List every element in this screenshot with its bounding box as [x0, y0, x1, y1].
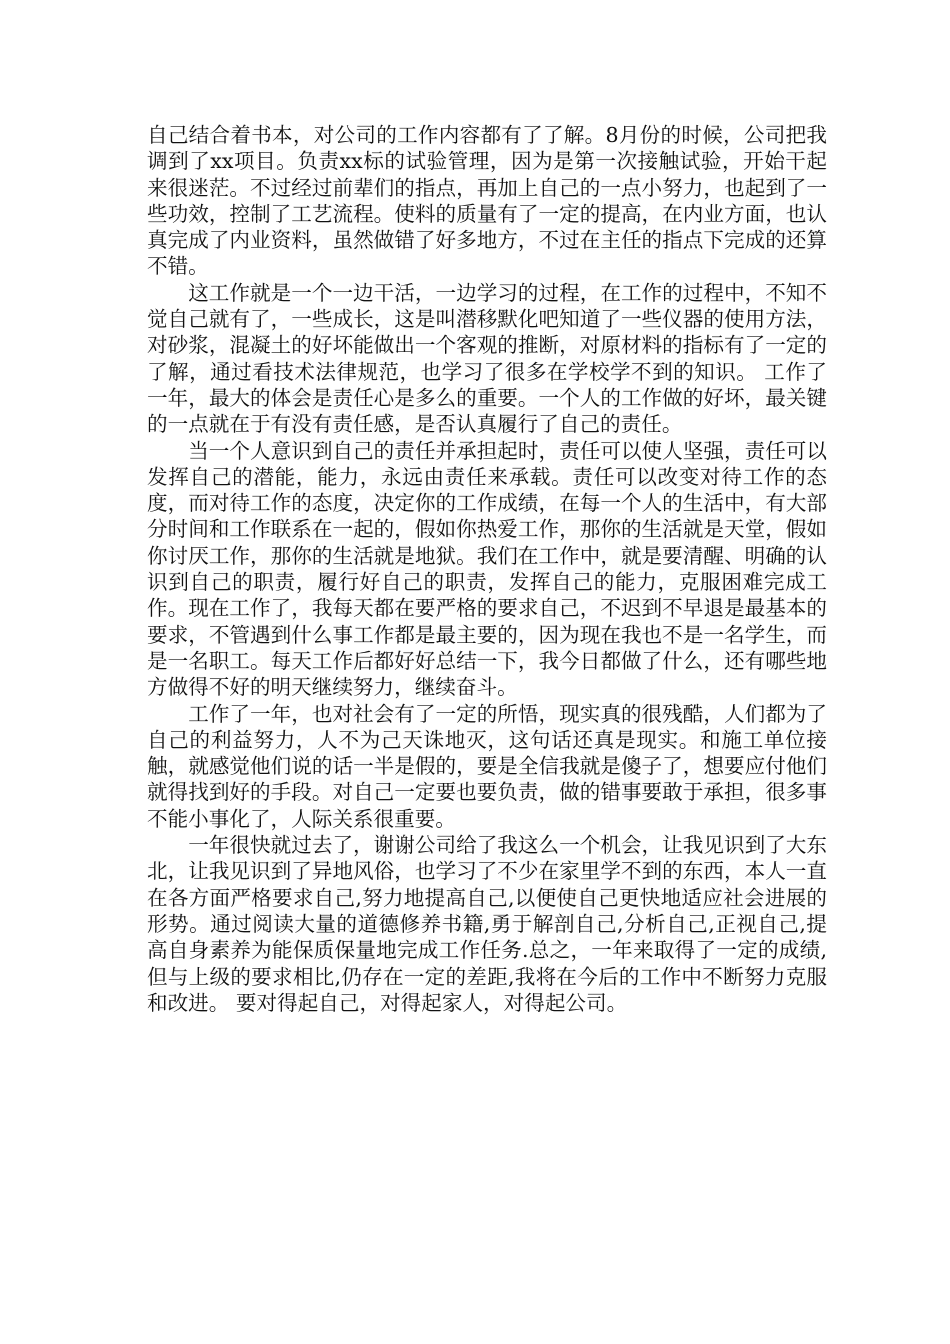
document-body — [147, 122, 827, 1016]
paragraph-2: 这工作就是一个一边干活，一边学习的过程，在工作的过程中，不知不觉自己就有了，一些成长，这是叫潜移默化吧知道了一些仪器的使用方法，对砂浆，混凝土的好坏能做出一个客观的推断，对原材料的指标有了一定的了解，通过看技术法律规范，也学习了很多在学校学不到的知识。 工作了一年，最大的体会是责任心是多么的重要。一个人的工作做的好坏，最关键的一点就在于有没有责任感，是否认真履行了自己的责任。 — [147, 280, 827, 437]
paragraph-5: 一年很快就过去了，谢谢公司给了我这么一个机会，让我见识到了大东北，让我见识到了异地风俗，也学习了不少在家里学不到的东西，本人一直在各方面严格要求自己,努力地提高自己,以便使自己更快地适应社会进展的形势。通过阅读大量的道德修养书籍,勇于解剖自己,分析自己,正视自己,提高自身素养为能保质保量地完成工作任务.总之，一年来取得了一定的成绩,但与上级的要求相比,仍存在一定的差距,我将在今后的工作中不断努力克服和改进。 要对得起自己，对得起家人，对得起公司。 — [147, 833, 827, 1015]
paragraph-3: 当一个人意识到自己的责任并承担起时，责任可以使人坚强，责任可以发挥自己的潜能，能力，永远由责任来承载。责任可以改变对待工作的态度，而对待工作的态度，决定你的工作成绩，在每一个人的生活中，有大部分时间和工作联系在一起的，假如你热爱工作，那你的生活就是天堂，假如你讨厌工作，那你的生活就是地狱。我们在工作中，就是要清醒、明确的认识到自己的职责，履行好自己的职责，发挥自己的能力，克服困难完成工作。现在工作了，我每天都在要严格的要求自己，不迟到不早退是最基本的要求，不管遇到什么事工作都是最主要的，因为现在我也不是一名学生，而是一名职工。每天工作后都好好总结一下，我今日都做了什么，还有哪些地方做得不好的明天继续努力，继续奋斗。 — [147, 438, 827, 700]
paragraph-1: 自己结合着书本，对公司的工作内容都有了了解。8月份的时候，公司把我调到了xx项目。负责xx标的试验管理，因为是第一次接触试验，开始干起来很迷茫。不过经过前辈们的指点，再加上自己的一点小努力，也起到了一些功效，控制了工艺流程。使料的质量有了一定的提高，在内业方面，也认真完成了内业资料，虽然做错了好多地方，不过在主任的指点下完成的还算不错。 — [147, 123, 827, 279]
paragraph-4: 工作了一年，也对社会有了一定的所悟，现实真的很残酷，人们都为了自己的利益努力，人不为己天诛地灭，这句话还真是现实。和施工单位接触，就感觉他们说的话一半是假的，要是全信我就是傻子了，想要应付他们就得找到好的手段。对自己一定要也要负责，做的错事要敢于承担，很多事不能小事化了，人际关系很重要。 — [147, 701, 827, 831]
